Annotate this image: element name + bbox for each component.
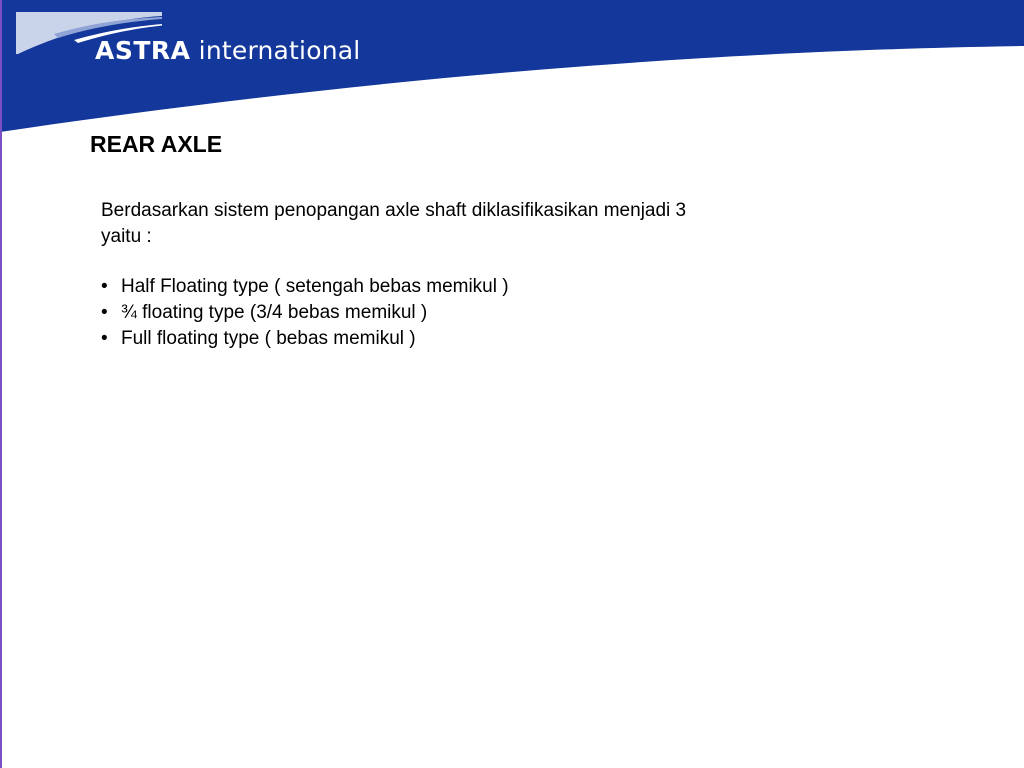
bullet-icon: •: [101, 328, 108, 349]
logo-suffix: international: [198, 36, 361, 65]
logo-wordmark: [95, 36, 360, 65]
list-item-text: Half Floating type ( setengah bebas memikul ): [121, 276, 509, 297]
intro-paragraph: Berdasarkan sistem penopangan axle shaft diklasifikasikan menjadi 3 yaitu :: [101, 200, 687, 247]
slide-body: [101, 198, 701, 352]
list-item-text: ¾ floating type (3/4 bebas memikul ): [121, 302, 428, 323]
left-border: [0, 0, 2, 768]
slide-title: REAR AXLE: [90, 131, 223, 157]
bullet-icon: •: [101, 276, 108, 297]
bullet-list: [101, 274, 701, 352]
logo-brand: ASTRA: [95, 36, 191, 65]
list-item: [101, 326, 701, 352]
bullet-icon: •: [101, 302, 108, 323]
list-item-text: Full floating type ( bebas memikul ): [121, 328, 416, 349]
list-item: [101, 274, 701, 300]
list-item: [101, 300, 701, 326]
